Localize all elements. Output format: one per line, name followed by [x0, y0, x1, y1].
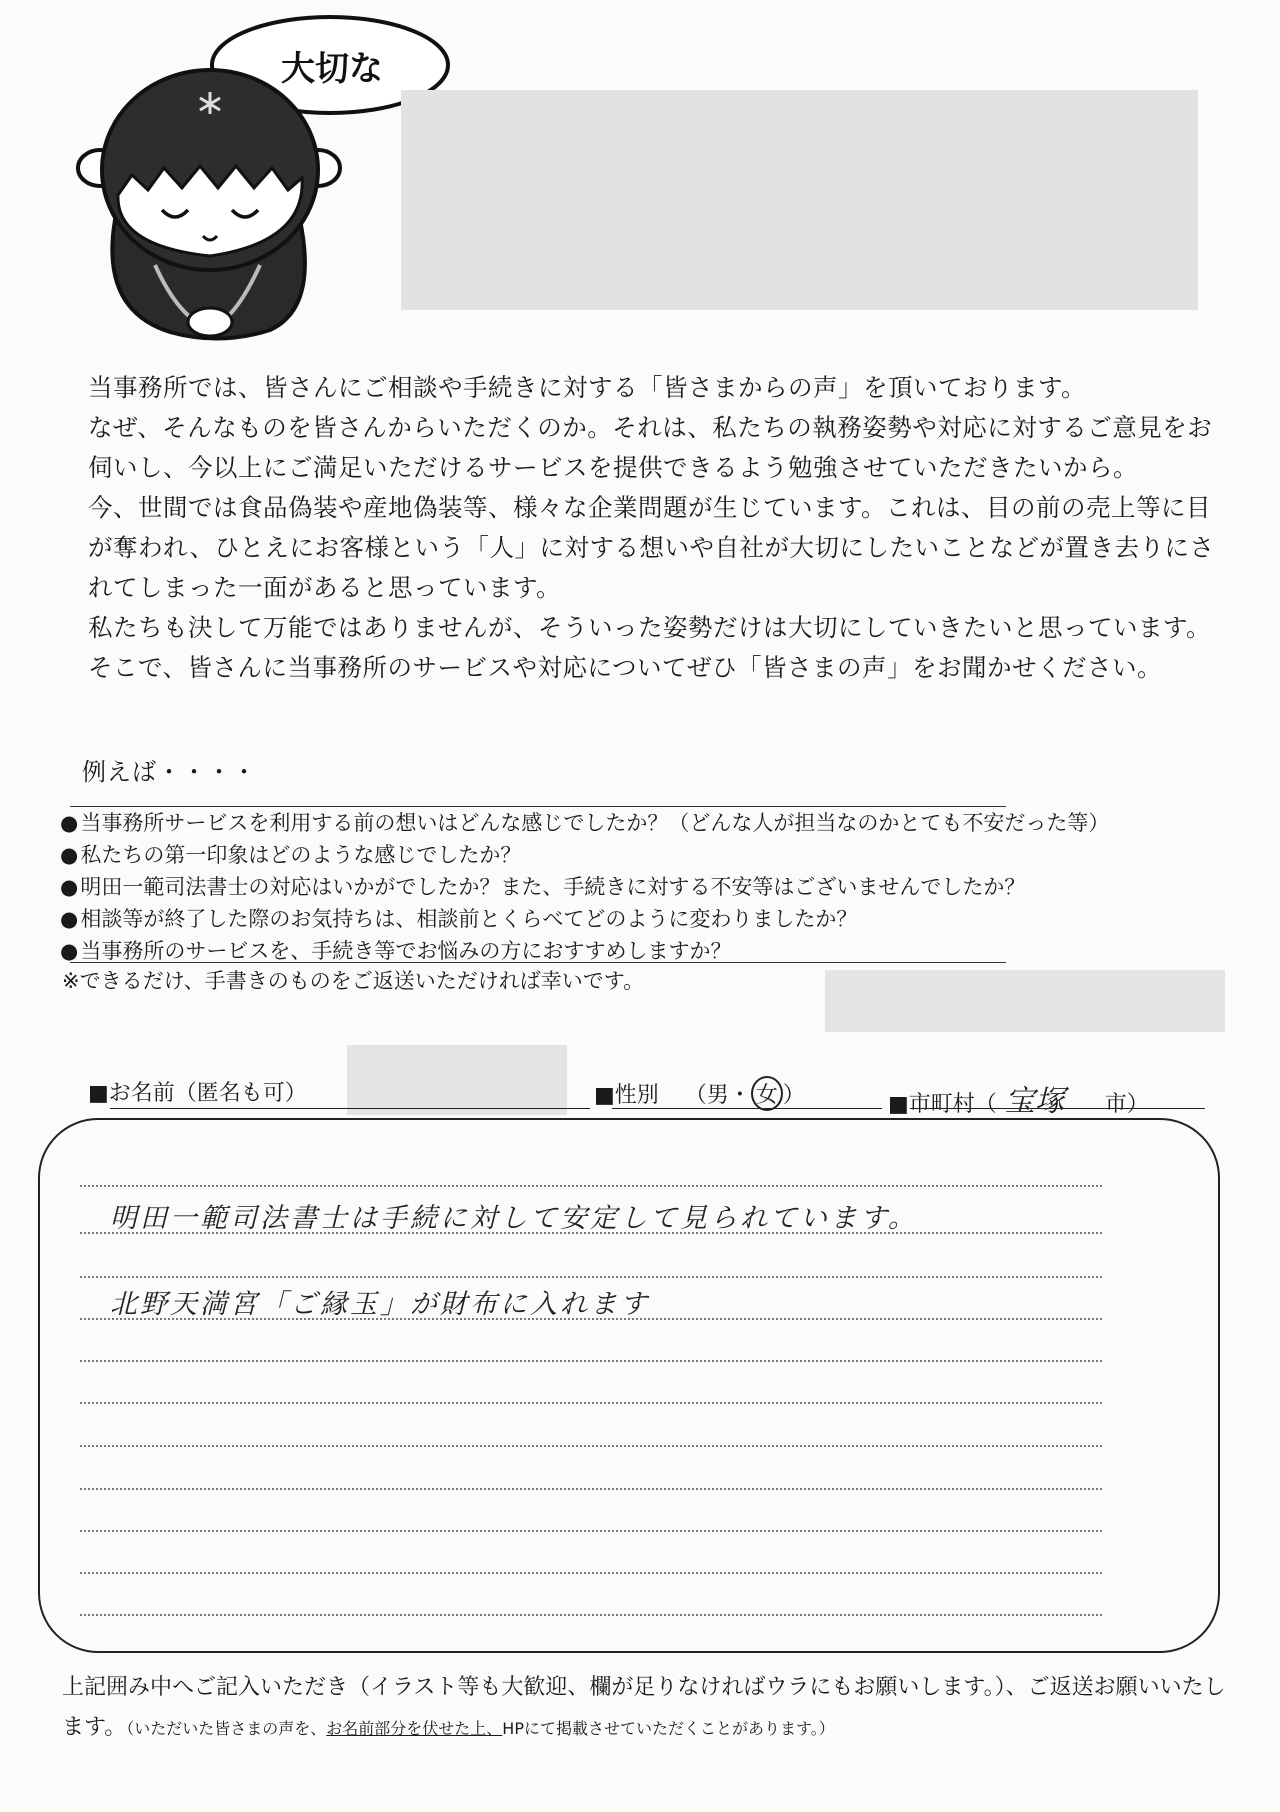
footer-small-text-underlined: お名前部分を伏せた上、 — [326, 1719, 503, 1738]
intro-text — [62, 368, 1232, 688]
example-question-2: ● 私たちの第一印象はどのような感じでしたか？ — [60, 839, 1250, 871]
footer-main-text: 上記囲み中へご記入いただき（イラスト等も大歓迎、欄が足りなければウラにもお願いします。）、ご返送お願いいたします。 — [62, 1675, 1226, 1740]
intro-paragraph-1: 当事務所では、皆さんにご相談や手続きに対する「皆さまからの声」を頂いております。 — [88, 373, 1087, 402]
city-field — [888, 1076, 1149, 1120]
footer-small-text-3: HPにて掲載させていただくことがあります。） — [502, 1719, 835, 1738]
name-field-underline — [110, 1108, 590, 1109]
gender-close: ） — [782, 1083, 805, 1108]
ruled-line — [80, 1360, 1102, 1362]
example-question-3: ● 明田一範司法書士の対応はいかがでしたか？また、手続きに対する不安等はございませんでしたか？ — [60, 871, 1250, 903]
gender-open: （ — [684, 1083, 707, 1108]
ruled-line — [80, 1276, 1102, 1278]
gender-field — [594, 1076, 805, 1111]
ruled-line — [80, 1614, 1102, 1616]
gender-label: ■性別 — [594, 1083, 659, 1108]
examples-title: 例えば・・・・ — [82, 758, 257, 786]
ruled-line — [80, 1185, 1102, 1187]
city-field-underline — [910, 1108, 1205, 1109]
intro-paragraph-2: なぜ、そんなものを皆さんからいただくのか。それは、私たちの執務姿勢や対応に対するご意見をお伺いし、今以上にご満足いただけるサービスを提供できるよう勉強させていただきたいから。 — [88, 413, 1213, 482]
gender-field-underline — [612, 1108, 882, 1109]
redacted-name-value — [347, 1045, 567, 1115]
footer-instructions — [62, 1668, 1232, 1749]
example-question-4: ● 相談等が終了した際のお気持ちは、相談前とくらべてどのように変わりましたか？ — [60, 903, 1250, 935]
redacted-header-block — [401, 90, 1198, 310]
intro-paragraph-3: 今、世間では食品偽装や産地偽装等、様々な企業問題が生じています。これは、目の前の売上等に目が奪われ、ひとえにお客様という「人」に対する想いや自社が大切にしたいことなどが置き去りにされてしまった一面があると思っています。 — [88, 493, 1215, 602]
ruled-line — [80, 1445, 1102, 1447]
gender-separator: ・ — [728, 1083, 751, 1108]
handwritten-answer-line-1: 明田一範司法書士は手続に対して安定して見られています。 — [110, 1203, 918, 1234]
city-label: ■市町村（ — [888, 1092, 997, 1117]
footer-small-text-1: （いただいた皆さまの声を、 — [126, 1719, 327, 1738]
divider-bottom — [70, 962, 1006, 963]
name-field-label: ■お名前（匿名も可） — [88, 1081, 307, 1106]
intro-paragraph-4: 私たちも決して万能ではありませんが、そういった姿勢だけは大切にしていきたいと思っています。そこで、皆さんに当事務所のサービスや対応についてぜひ「皆さまの声」をお聞かせください。 — [88, 613, 1212, 682]
speech-bubble-text: 大切な — [281, 49, 383, 89]
city-suffix: 市） — [1104, 1092, 1149, 1117]
redacted-block-small — [825, 970, 1225, 1032]
ruled-line — [80, 1572, 1102, 1574]
example-questions-list — [60, 807, 1250, 967]
ruled-line — [80, 1530, 1102, 1532]
example-question-5: ● 当事務所のサービスを、手続き等でお悩みの方におすすめしますか？ — [60, 935, 1250, 967]
example-question-1: ● 当事務所サービスを利用する前の想いはどんな感じでしたか？（どんな人が担当なのかとても不安だった等） — [60, 807, 1250, 839]
gender-female-circled: 女 — [751, 1076, 783, 1111]
handwritten-answer-line-2: 北野天満宮「ご縁玉」が財布に入れます — [110, 1289, 650, 1320]
handwriting-note: ※できるだけ、手書きのものをご返送いただければ幸いです。 — [62, 969, 645, 993]
gender-male: 男 — [706, 1083, 729, 1108]
ruled-line — [80, 1488, 1102, 1490]
ruled-line — [80, 1402, 1102, 1404]
city-handwritten-value: 宝塚 — [1004, 1084, 1065, 1119]
